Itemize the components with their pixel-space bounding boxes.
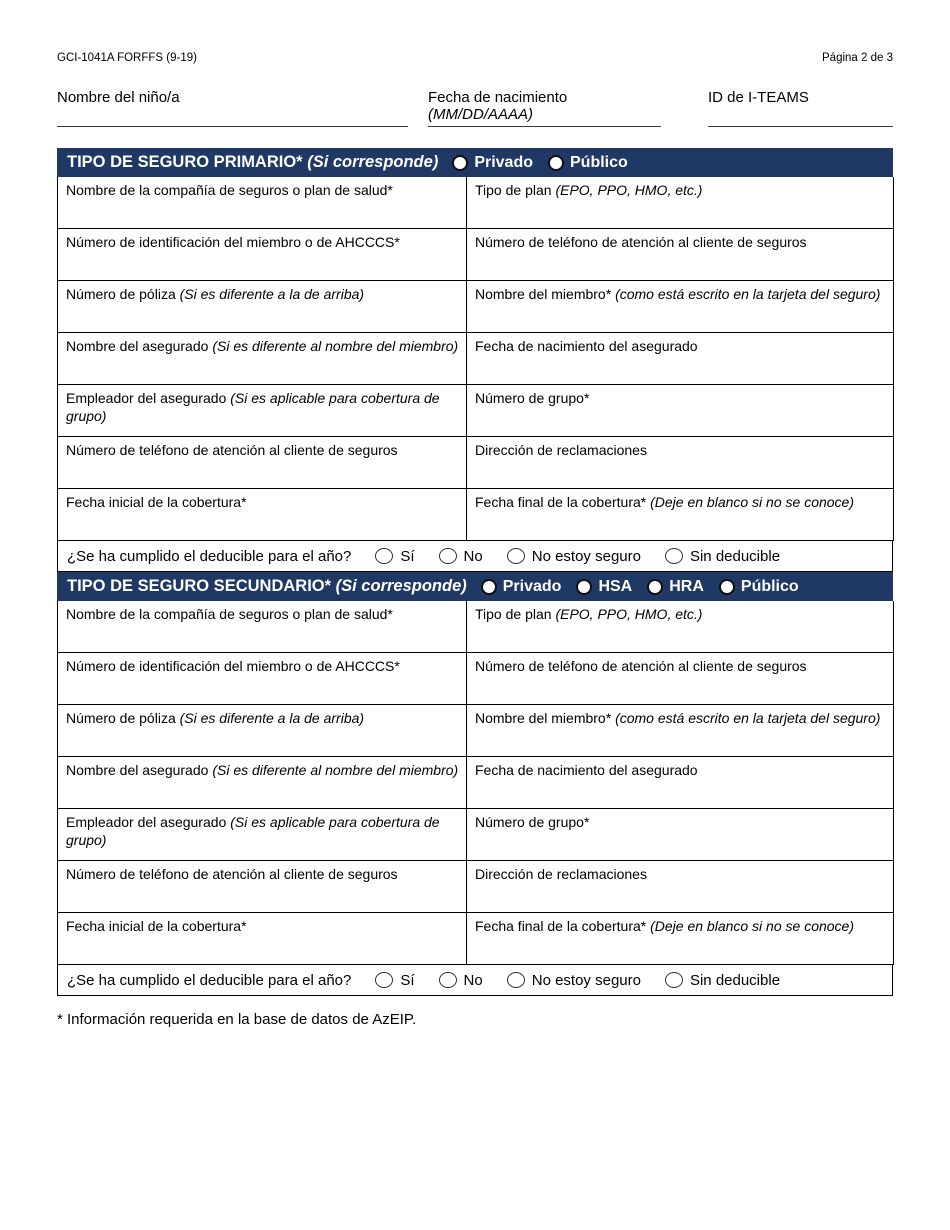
option-label: Público <box>570 153 628 171</box>
option-label: No estoy seguro <box>531 971 641 989</box>
secondary-deductible-option-si[interactable] <box>375 972 414 989</box>
option-label: Sin deducible <box>689 547 781 565</box>
radio-icon[interactable] <box>647 579 663 595</box>
primary-deductible-option-no[interactable] <box>439 548 483 565</box>
primary-field-insurance-company[interactable]: Nombre de la compañía de seguros o plan de salud* <box>58 177 467 229</box>
radio-icon[interactable] <box>439 972 457 988</box>
secondary-field-insured-birth-date[interactable]: Fecha de nacimiento del asegurado <box>467 757 894 809</box>
primary-field-insurance-phone[interactable]: Número de teléfono de atención al cliente de seguros <box>467 229 894 281</box>
secondary-option-publico[interactable] <box>719 578 799 596</box>
primary-field-insured-employer[interactable]: Empleador del asegurado (Si es aplicable para cobertura de grupo) <box>58 385 467 437</box>
radio-icon[interactable] <box>375 548 393 564</box>
required-info-footnote: * Información requerida en la base de datos de AzEIP. <box>57 1011 417 1028</box>
primary-field-claims-address[interactable]: Dirección de reclamaciones <box>467 437 894 489</box>
secondary-field-plan-type[interactable]: Tipo de plan (EPO, PPO, HMO, etc.) <box>467 601 894 653</box>
option-label: No <box>463 547 483 565</box>
secondary-deductible-option-no[interactable] <box>439 972 483 989</box>
primary-field-plan-type[interactable]: Tipo de plan (EPO, PPO, HMO, etc.) <box>467 177 894 229</box>
secondary-field-insurance-phone[interactable]: Número de teléfono de atención al cliente de seguros <box>467 653 894 705</box>
birth-date-field[interactable] <box>428 89 661 127</box>
option-label: No estoy seguro <box>531 547 641 565</box>
option-label: Privado <box>474 153 533 171</box>
primary-deductible-option-sin-deducible[interactable] <box>665 548 780 565</box>
secondary-field-insurance-company[interactable]: Nombre de la compañía de seguros o plan de salud* <box>58 601 467 653</box>
option-label: HSA <box>598 577 633 595</box>
primary-field-member-id[interactable]: Número de identificación del miembro o de AHCCCS* <box>58 229 467 281</box>
option-label: Sin deducible <box>689 971 781 989</box>
secondary-field-member-id[interactable]: Número de identificación del miembro o de AHCCCS* <box>58 653 467 705</box>
primary-type-options <box>452 154 627 172</box>
primary-field-coverage-start-date[interactable]: Fecha inicial de la cobertura* <box>58 489 467 541</box>
option-label: No <box>463 971 483 989</box>
secondary-field-customer-service-phone[interactable]: Número de teléfono de atención al cliente de seguros <box>58 861 467 913</box>
doc-number: GCI-1041A FORFFS (9-19) <box>57 52 197 64</box>
primary-field-member-name[interactable]: Nombre del miembro* (como está escrito en la tarjeta del seguro) <box>467 281 894 333</box>
top-fields <box>57 89 893 127</box>
secondary-option-hra[interactable] <box>647 578 704 596</box>
primary-deductible-option-no-estoy-seguro[interactable] <box>507 548 641 565</box>
secondary-field-claims-address[interactable]: Dirección de reclamaciones <box>467 861 894 913</box>
radio-icon[interactable] <box>439 548 457 564</box>
radio-icon[interactable] <box>481 579 497 595</box>
primary-insurance-table <box>57 177 893 541</box>
primary-field-coverage-end-date[interactable]: Fecha final de la cobertura* (Deje en blanco si no se conoce) <box>467 489 894 541</box>
secondary-field-member-name[interactable]: Nombre del miembro* (como está escrito en la tarjeta del seguro) <box>467 705 894 757</box>
primary-insurance-section <box>57 148 893 572</box>
secondary-field-insured-name[interactable]: Nombre del asegurado (Si es diferente al nombre del miembro) <box>58 757 467 809</box>
secondary-field-coverage-end-date[interactable]: Fecha final de la cobertura* (Deje en blanco si no se conoce) <box>467 913 894 965</box>
secondary-deductible-option-no-estoy-seguro[interactable] <box>507 972 641 989</box>
radio-icon[interactable] <box>452 155 468 171</box>
primary-deductible-row <box>57 541 893 572</box>
secondary-field-group-number[interactable]: Número de grupo* <box>467 809 894 861</box>
birth-date-label: Fecha de nacimiento <box>428 89 568 106</box>
radio-icon[interactable] <box>507 548 525 564</box>
secondary-section-title: TIPO DE SEGURO SECUNDARIO* (Si corresponde) <box>67 577 467 595</box>
radio-icon[interactable] <box>665 548 683 564</box>
option-label: Sí <box>400 547 415 565</box>
radio-icon[interactable] <box>665 972 683 988</box>
option-label: HRA <box>669 577 704 595</box>
form-page <box>57 0 893 1028</box>
secondary-insurance-table <box>57 601 893 965</box>
option-label: Público <box>740 577 799 595</box>
primary-field-group-number[interactable]: Número de grupo* <box>467 385 894 437</box>
child-name-label: Nombre del niño/a <box>57 89 180 106</box>
primary-section-title: TIPO DE SEGURO PRIMARIO* (Si corresponde) <box>67 153 439 171</box>
deductible-question: ¿Se ha cumplido el deducible para el año? <box>67 547 352 565</box>
primary-field-policy-number[interactable]: Número de póliza (Si es diferente a la de arriba) <box>58 281 467 333</box>
primary-field-insured-birth-date[interactable]: Fecha de nacimiento del asegurado <box>467 333 894 385</box>
option-label: Sí <box>400 971 415 989</box>
secondary-option-privado[interactable] <box>481 578 562 596</box>
child-name-field[interactable] <box>57 89 408 127</box>
secondary-type-options <box>481 578 799 596</box>
page-indicator: Página 2 de 3 <box>822 52 893 64</box>
secondary-section-header-bar <box>57 572 893 601</box>
iteams-id-field[interactable] <box>708 89 893 127</box>
radio-icon[interactable] <box>548 155 564 171</box>
secondary-field-insured-employer[interactable]: Empleador del asegurado (Si es aplicable para cobertura de grupo) <box>58 809 467 861</box>
option-label: Privado <box>502 577 562 595</box>
secondary-insurance-section <box>57 572 893 996</box>
secondary-deductible-row <box>57 965 893 996</box>
radio-icon[interactable] <box>719 579 735 595</box>
primary-option-publico[interactable] <box>548 154 628 172</box>
primary-section-header-bar <box>57 148 893 177</box>
secondary-field-policy-number[interactable]: Número de póliza (Si es diferente a la de arriba) <box>58 705 467 757</box>
primary-option-privado[interactable] <box>452 154 533 172</box>
secondary-deductible-option-sin-deducible[interactable] <box>665 972 780 989</box>
primary-field-customer-service-phone[interactable]: Número de teléfono de atención al cliente de seguros <box>58 437 467 489</box>
primary-field-insured-name[interactable]: Nombre del asegurado (Si es diferente al nombre del miembro) <box>58 333 467 385</box>
radio-icon[interactable] <box>576 579 592 595</box>
radio-icon[interactable] <box>507 972 525 988</box>
birth-date-format: (MM/DD/AAAA) <box>428 106 533 123</box>
iteams-id-label: ID de I-TEAMS <box>708 89 809 106</box>
secondary-option-hsa[interactable] <box>576 578 632 596</box>
secondary-field-coverage-start-date[interactable]: Fecha inicial de la cobertura* <box>58 913 467 965</box>
deductible-question: ¿Se ha cumplido el deducible para el año? <box>67 971 352 989</box>
primary-deductible-option-si[interactable] <box>375 548 414 565</box>
doc-header <box>57 52 893 64</box>
radio-icon[interactable] <box>375 972 393 988</box>
